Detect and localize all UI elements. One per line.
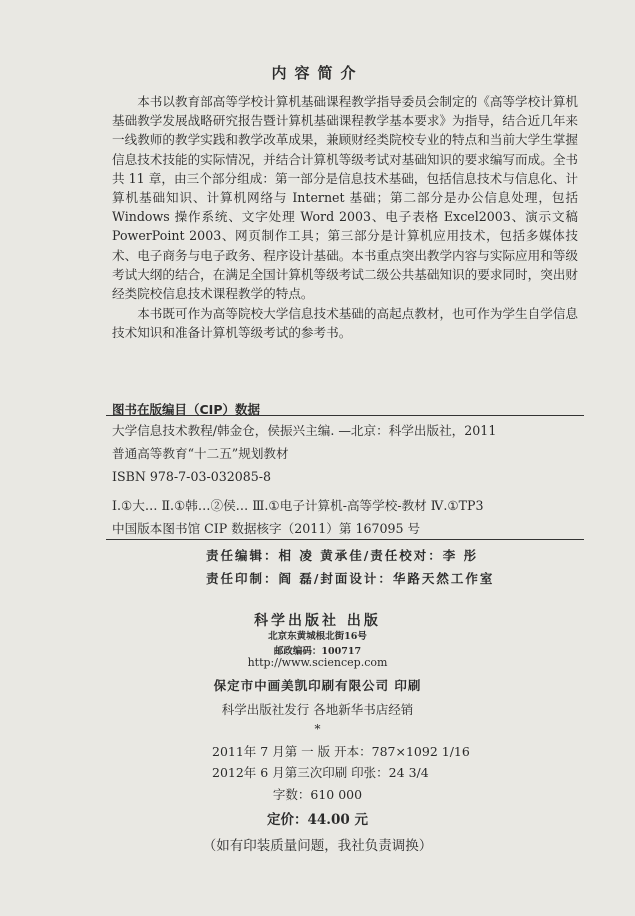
separator-star: * bbox=[314, 722, 321, 736]
cip-catalog-line: 大学信息技术教程/韩金仓，侯振兴主编. —北京：科学出版社，2011 bbox=[112, 423, 497, 438]
show-through-mark bbox=[249, 38, 257, 58]
intro-body bbox=[112, 92, 578, 343]
price: 定价：44.00 元 bbox=[267, 812, 368, 828]
intro-line: 信息技术知识和准备计算机等级考试的参考书。 bbox=[112, 306, 579, 341]
intro-line: 识的要求同时，突出财经类院校信息技术课程教学的特点。 bbox=[112, 266, 579, 302]
publisher-name: 科学出版社 出版 bbox=[254, 613, 381, 629]
cip-record-number: 中国版本图书馆 CIP 数据核字（2011）第 167095 号 bbox=[112, 521, 421, 536]
publisher-postcode: 邮政编码：100717 bbox=[273, 646, 362, 657]
quality-note: （如有印装质量问题，我社负责调换） bbox=[202, 838, 433, 854]
printer-line: 保定市中画美凯印刷有限公司 印刷 bbox=[213, 678, 422, 693]
intro-line: 近几年来一线教师的教学实践和教学改革成果，兼顾财经类院校专业的特点和当 bbox=[112, 113, 579, 148]
publisher-website: http://www.sciencep.com bbox=[247, 656, 388, 669]
intro-line: 办公信息处理，包括 Windows 操作系统、文字处理 Word 2003、电子表格 Excel bbox=[112, 190, 578, 225]
cip-classification: Ⅰ.①大… Ⅱ.①韩…②侯… Ⅲ.①电子计算机-高等学校-教材 Ⅳ.①TP3 bbox=[112, 498, 484, 513]
intro-line: 求编写而成。全书共 11 章，由三个部分组成：第一部分是信息技术基础，包括 bbox=[112, 151, 579, 186]
intro-line: 本书以教育部高等学校计算机基础课程教学指导委员会制定的《高等学校计 bbox=[137, 94, 553, 109]
intro-paragraph-2 bbox=[112, 304, 578, 342]
credits-printing-line: 责任印制：阎 磊/封面设计：华路天然工作室 bbox=[206, 571, 495, 586]
cip-bottom-rule bbox=[106, 539, 584, 540]
cip-series-line: 普通高等教育“十二五”规划教材 bbox=[112, 446, 289, 461]
intro-line: 算机基础教学发展战略研究报告暨计算机基础课程教学基本要求》为指导，结合 bbox=[112, 94, 579, 129]
intro-title: 内容简介 bbox=[271, 64, 364, 82]
word-count: 字数：610 000 bbox=[272, 787, 363, 802]
cip-isbn: ISBN 978-7-03-032085-8 bbox=[112, 469, 272, 484]
intro-line: 2003、演示文稿 PowerPoint 2003、网页制作工具；第三部分是计算机应用技术， bbox=[112, 209, 578, 244]
credits-editor-line: 责任编辑：相 凌 黄承佳/责任校对：李 彤 bbox=[206, 548, 479, 563]
printing-line: 2012年 6 月第三次印刷 印张：24 3/4 bbox=[212, 765, 429, 780]
intro-line: 信息技术与信息化、计算机基础知识、计算机网络与 Internet 基础；第二部分是 bbox=[112, 170, 578, 206]
cip-title: 图书在版编目（CIP）数据 bbox=[112, 402, 260, 417]
intro-paragraph-1 bbox=[112, 92, 578, 303]
distribution-line: 科学出版社发行 各地新华书店经销 bbox=[221, 702, 414, 717]
intro-line: 包括多媒体技术、电子商务与电子政务、程序设计基础。本书重点突出教学内容 bbox=[112, 228, 578, 263]
publisher-address: 北京东黄城根北街16号 bbox=[268, 631, 367, 642]
intro-line: 本书既可作为高等院校大学信息技术基础的高起点教材，也可作为学生自学 bbox=[137, 306, 553, 322]
intro-line: 与实际应用和等级考试大纲的结合，在满足全国计算机等级考试二级公共基础知 bbox=[112, 247, 579, 282]
edition-line: 2011年 7 月第 一 版 开本：787×1092 1/16 bbox=[212, 744, 470, 759]
cip-top-rule bbox=[106, 415, 584, 416]
intro-line: 前大学生掌握信息技术技能的实际情况，并结合计算机等级考试对基础知识的要 bbox=[112, 132, 579, 167]
